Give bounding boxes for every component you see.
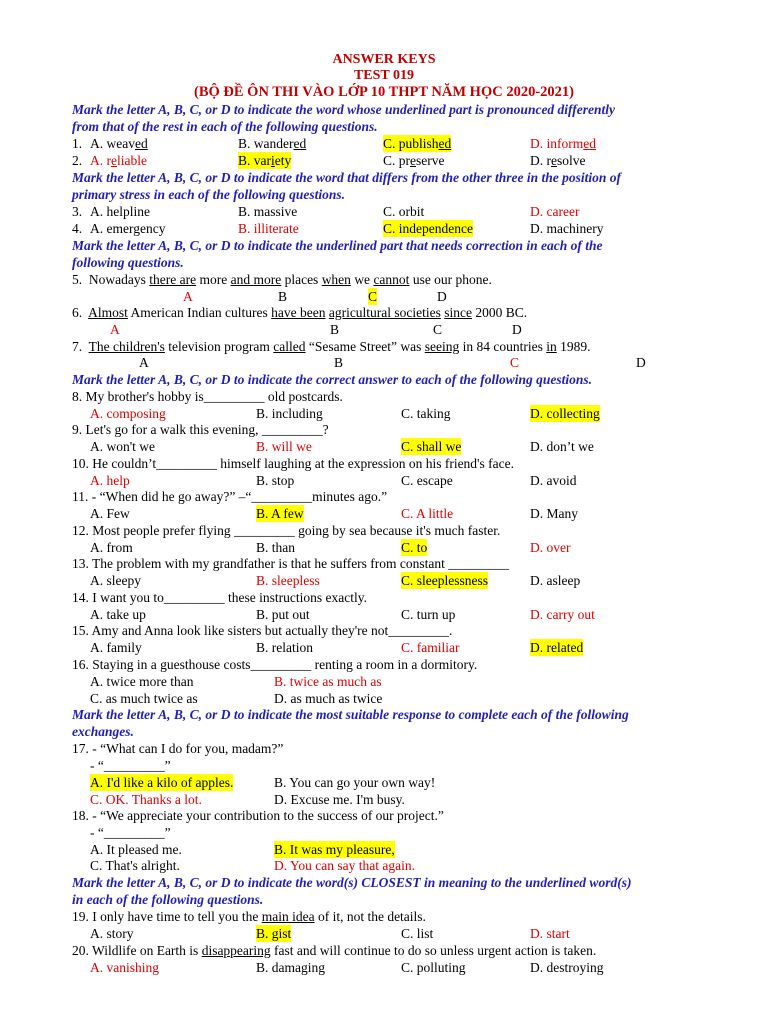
question-19-stem: 19. I only have time to tell you the main idea of it, not the details. [72,909,426,924]
option-c: C. list [401,926,434,941]
option-c: C. A little [401,506,454,521]
option-c: C. polluting [401,960,466,975]
option-d: D. career [530,204,580,219]
option-a: A. weaved [90,136,148,151]
option-d: D. collecting [530,406,600,421]
question-15-stem: 15. Amy and Anna look like sisters but actually they're not_________. [72,623,453,638]
option-b: B. variety [238,153,292,168]
option-b: B. It was my pleasure, [274,842,395,857]
option-c: C. turn up [401,607,456,622]
instruction-line: Mark the letter A, B, C, or D to indicate the word that differs from the other three in the position of [72,170,622,185]
option-d: D. asleep [530,573,581,588]
error-label-a: A [183,289,193,304]
option-a: A. won't we [90,439,156,454]
instruction-line: Mark the letter A, B, C, or D to indicate the word(s) CLOSEST in meaning to the underlined word(s) [72,875,632,890]
option-d: D. related [530,640,584,655]
page-title: ANSWER KEYS [332,52,436,67]
option-c: C. published [383,136,452,151]
question-4: 4. [72,221,83,236]
option-c: C. sleeplessness [401,573,488,588]
instruction-line: Mark the letter A, B, C, or D to indicate the word whose underlined part is pronounced differently [72,102,616,117]
question-5: 5. Nowadays there are more and more places when we cannot use our phone. [72,272,492,287]
error-label-d: D [437,289,447,304]
option-a: A. emergency [90,221,166,236]
question-12-stem: 12. Most people prefer flying _________ going by sea because it's much faster. [72,523,501,538]
option-a: A. twice more than [90,674,194,689]
option-d: D. over [530,540,571,555]
option-d: D. carry out [530,607,595,622]
option-c: C. to [401,540,428,555]
option-a: A. helpline [90,204,150,219]
test-number: TEST 019 [353,68,415,83]
option-b: B. damaging [256,960,325,975]
option-b: B. put out [256,607,310,622]
option-d: D. resolve [530,153,586,168]
option-c: C. shall we [401,439,462,454]
option-d: D. informed [530,136,596,151]
error-label-b: B [330,322,340,337]
option-a: A. reliable [90,153,147,168]
error-label-d: D [636,355,646,370]
option-c: C. OK. Thanks a lot. [90,792,202,807]
question-1 [72,135,82,152]
question-8-stem: 8. My brother's hobby is_________ old postcards. [72,389,343,404]
option-b: B. including [256,406,323,421]
option-a: A. sleepy [90,573,141,588]
option-b: B. twice as much as [274,674,382,689]
option-d: D. start [530,926,570,941]
option-b: B. illiterate [238,221,299,236]
instruction-line: exchanges. [72,724,134,739]
option-d: D. Excuse me. I'm busy. [274,792,405,807]
option-b: B. massive [238,204,298,219]
option-b: B. wandered [238,136,307,151]
option-c: C. preserve [383,153,445,168]
option-a: A. story [90,926,134,941]
option-a: A. Few [90,506,130,521]
error-label-c: C [433,322,443,337]
error-label-b: B [334,355,344,370]
question-14-stem: 14. I want you to_________ these instructions exactly. [72,590,367,605]
option-c: C. as much twice as [90,691,198,706]
option-b: B. sleepless [256,573,320,588]
instruction-line: Mark the letter A, B, C, or D to indicate the most suitable response to complete each of the following [72,707,629,722]
option-c: C. taking [401,406,451,421]
option-d: D. destroying [530,960,604,975]
option-d: D. machinery [530,221,604,236]
instruction-line: Mark the letter A, B, C, or D to indicate the underlined part that needs correction in each of the [72,238,603,253]
error-label-a: A [110,322,120,337]
option-b: B. than [256,540,295,555]
instruction-error [72,237,712,271]
option-b: B. stop [256,473,295,488]
instruction-line: primary stress in each of the following questions. [72,187,346,202]
page-subtitle: (BỘ ĐỀ ÔN THI VÀO LỚP 10 THPT NĂM HỌC 2020-2021) [194,84,574,100]
error-label-b: B [278,289,288,304]
error-label-c: C [510,355,520,370]
option-d: D. avoid [530,473,577,488]
question-16-stem: 16. Staying in a guesthouse costs_________ renting a room in a dormitory. [72,657,478,672]
question-6: 6. Almost American Indian cultures have been agricultural societies since 2000 BC. [72,305,528,320]
option-b: B. relation [256,640,313,655]
instruction-stress [72,169,712,203]
option-a: A. family [90,640,142,655]
instruction-line: following questions. [72,255,184,270]
option-b: B. You can go your own way! [274,775,436,790]
option-c: C. escape [401,473,453,488]
question-9-stem: 9. Let's go for a walk this evening, _________? [72,422,329,437]
instruction-pronunciation [72,101,712,135]
option-d: D. You can say that again. [274,858,415,873]
instruction-line: in each of the following questions. [72,892,264,907]
question-2: 2. [72,153,83,168]
error-label-a: A [139,355,149,370]
option-b: B. will we [256,439,312,454]
question-17-blank: - “_________” [90,758,171,773]
question-18-stem: 18. - “We appreciate your contribution to the success of our project.” [72,808,444,823]
option-c: C. That's alright. [90,858,180,873]
instruction-correct-answer: Mark the letter A, B, C, or D to indicate the correct answer to each of the following questions. [72,372,593,387]
question-17-stem: 17. - “What can I do for you, madam?” [72,741,284,756]
option-d: D. don’t we [530,439,594,454]
instruction-line: from that of the rest in each of the following questions. [72,119,378,134]
option-b: B. gist [256,926,292,941]
option-a: A. help [90,473,130,488]
option-a: A. from [90,540,133,555]
option-c: C. independence [383,221,473,236]
option-a: A. vanishing [90,960,159,975]
question-18-blank: - “_________” [90,825,171,840]
question-7: 7. The children's television program called “Sesame Street” was seeing in 84 countries in 1989. [72,339,591,354]
error-label-c: C [368,289,378,304]
option-c: C. orbit [383,204,425,219]
question-3: 3. [72,204,83,219]
question-20-stem: 20. Wildlife on Earth is disappearing fast and will continue to do so unless urgent action is taken. [72,943,597,958]
option-a: A. I'd like a kilo of apples. [90,775,234,790]
question-11-stem: 11. - “When did he go away?” –“_________minutes ago.” [72,489,388,504]
option-c: C. familiar [401,640,460,655]
question-13-stem: 13. The problem with my grandfather is that he suffers from constant _________ [72,556,510,571]
instruction-closest-meaning [72,874,712,908]
error-label-d: D [512,322,522,337]
option-a: A. It pleased me. [90,842,182,857]
instruction-response [72,706,712,740]
option-a: A. take up [90,607,146,622]
question-number: 1. [72,136,83,151]
option-a: A. composing [90,406,166,421]
option-b: B. A few [256,506,304,521]
question-10-stem: 10. He couldn’t_________ himself laughing at the expression on his friend's face. [72,456,514,471]
option-d: D. as much as twice [274,691,383,706]
option-d: D. Many [530,506,578,521]
